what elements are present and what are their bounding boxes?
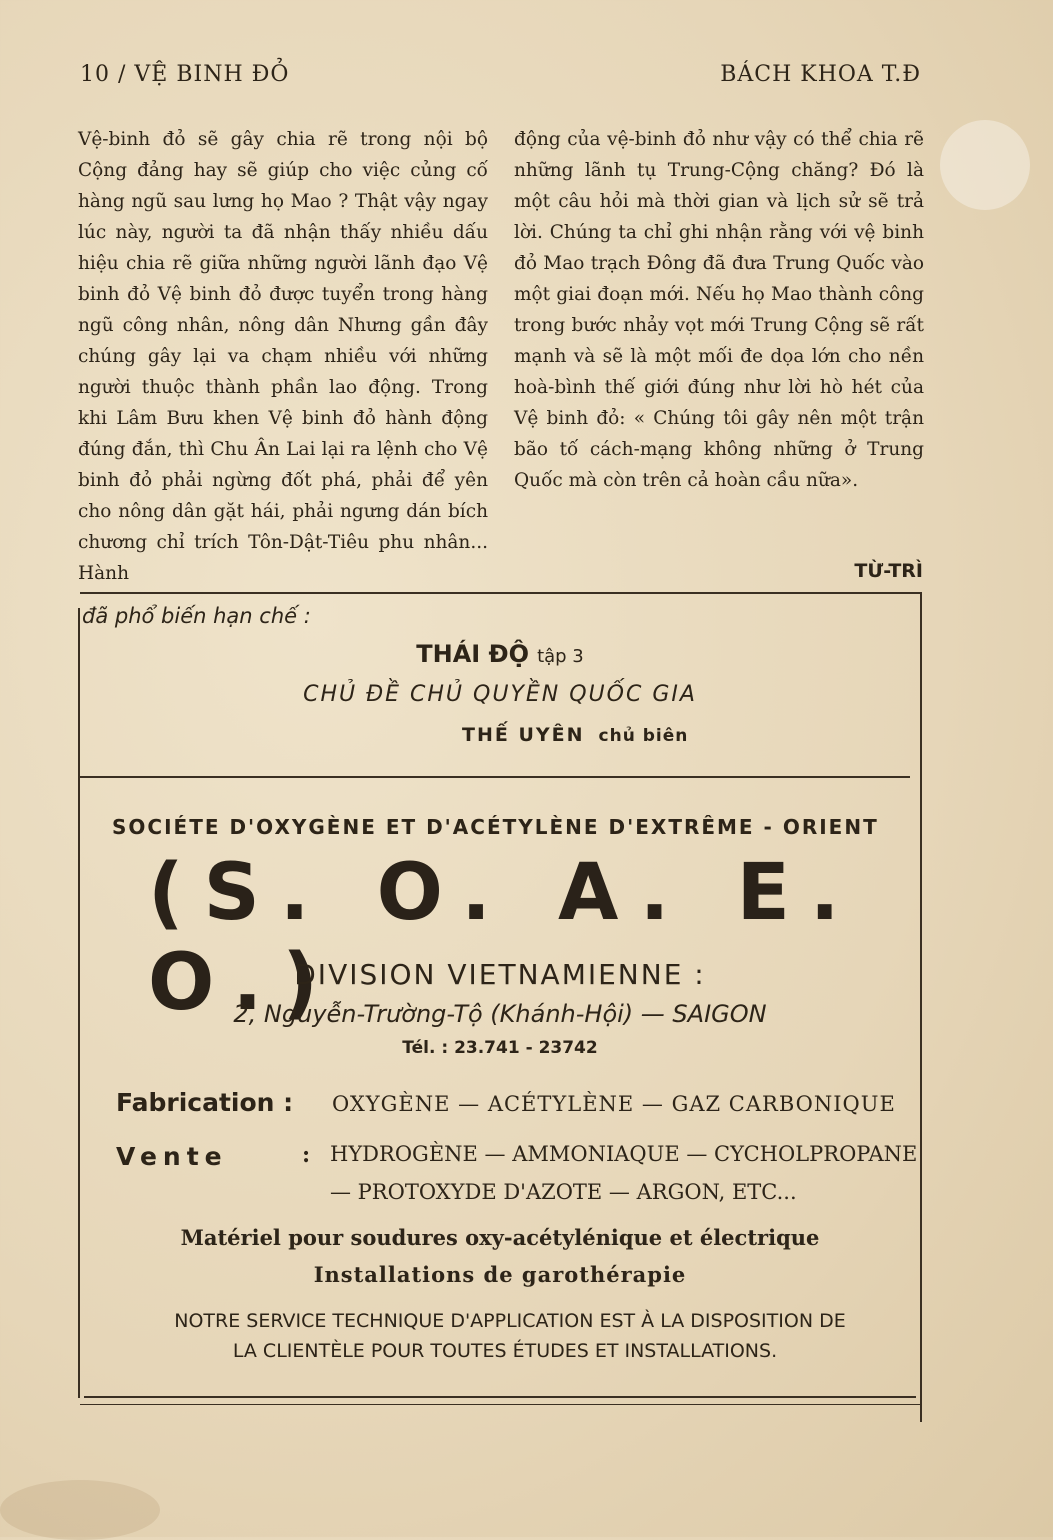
materiel-line: Matériel pour soudures oxy-acétylénique et électrique [180,1225,820,1250]
distribution-note: đã phổ biến hạn chế : [82,604,311,628]
book-title-text: THÁI ĐỘ [416,640,530,668]
company-acronym: (S. O. A. E. O.) [148,848,860,1028]
box-divider-rule [80,776,910,778]
service-note-line-2: LA CLIENTÈLE POUR TOUTES ÉTUDES ET INSTALLATIONS. [232,1340,778,1362]
article-column-left: Vệ-binh đỏ sẽ gây chia rẽ trong nội bộ Cộng đảng hay sẽ giúp cho việc củng cố hàng ngũ sau lưng họ Mao ? Thật vậy ngay lúc này, người ta đã nhận thấy nhiều dấu hiệu chia rẽ giữa những người lãnh đạo Vệ binh đỏ Vệ binh đỏ được tuyển trong hàng ngũ công nhân, nông dân Nhưng gần đây chúng gây lại va chạm nhiều với những người thuộc thành phần lao động. Trong khi Lâm Bưu khen Vệ binh đỏ hành động đúng đắn, thì Chu Ân Lai lại ra lệnh cho Vệ binh đỏ phải ngừng đốt phá, phải để yên cho nông dân gặt hái, phải ngưng dán bích chương chỉ trích Tôn-Dật-Tiêu phu nhân... Hành [78,129,488,584]
service-note-line-1: NOTRE SERVICE TECHNIQUE D'APPLICATION EST À LA DISPOSITION DE [174,1310,846,1332]
division-heading: DIVISION VIETNAMIENNE : [294,958,706,991]
vente-items-line-2: — PROTOXYDE D'AZOTE — ARGON, ETC... [330,1180,797,1204]
fabrication-label: Fabrication : [116,1088,294,1117]
book-volume: tập 3 [537,646,584,667]
installations-line: Installations de garothérapie [313,1262,687,1287]
company-address: 2, Nguyễn-Trường-Tộ (Khánh-Hội) — SAIGON [233,1000,767,1028]
editor-role: chủ biên [598,726,689,746]
box-bottom-rule [84,1396,916,1398]
fabrication-items: OXYGÈNE — ACÉTYLÈNE — GAZ CARBONIQUE [332,1092,896,1116]
article-author: TỪ-TRÌ [854,560,923,582]
company-telephone: Tél. : 23.741 - 23742 [402,1038,598,1058]
book-subject: CHỦ ĐỀ CHỦ QUYỀN QUỐC GIA [303,682,697,707]
vente-colon: : [302,1142,311,1168]
vente-label: Vente [116,1142,228,1171]
book-editor [462,724,688,746]
vente-items-line-1: HYDROGÈNE — AMMONIAQUE — CYCHOLPROPANE [330,1142,918,1166]
box-top-rule [80,592,922,594]
company-name: SOCIÉTE D'OXYGÈNE ET D'ACÉTYLÈNE D'EXTRÊME - ORIENT [112,815,879,839]
editor-name: THẾ UYÊN [462,724,585,746]
magazine-title-header: BÁCH KHOA T.Đ [720,62,921,87]
book-title [0,640,1000,668]
box-bottom-rule-thin [80,1404,920,1405]
article-column-right: động của vệ-binh đỏ như vậy có thể chia rẽ những lãnh tụ Trung-Cộng chăng? Đó là một câu hỏi mà thời gian và lịch sử sẽ trả lời. Chúng ta chỉ ghi nhận rằng với vệ binh đỏ Mao trạch Đông đã đưa Trung Quốc vào một giai đoạn mới. Nếu họ Mao thành công trong bước nhảy vọt mới Trung Cộng sẽ rất mạnh và sẽ là một mối đe dọa lớn cho nền hoà-bình thế giới đúng như lời hò hét của Vệ binh đỏ: « Chúng tôi gây nên một trận bão tố cách-mạng không những ở Trung Quốc mà còn trên cả hoàn cầu nữa». [514,129,924,491]
paper-stain [940,120,1030,210]
paper-stain [0,1480,160,1540]
page-number-header: 10 / VỆ BINH ĐỎ [80,62,290,87]
